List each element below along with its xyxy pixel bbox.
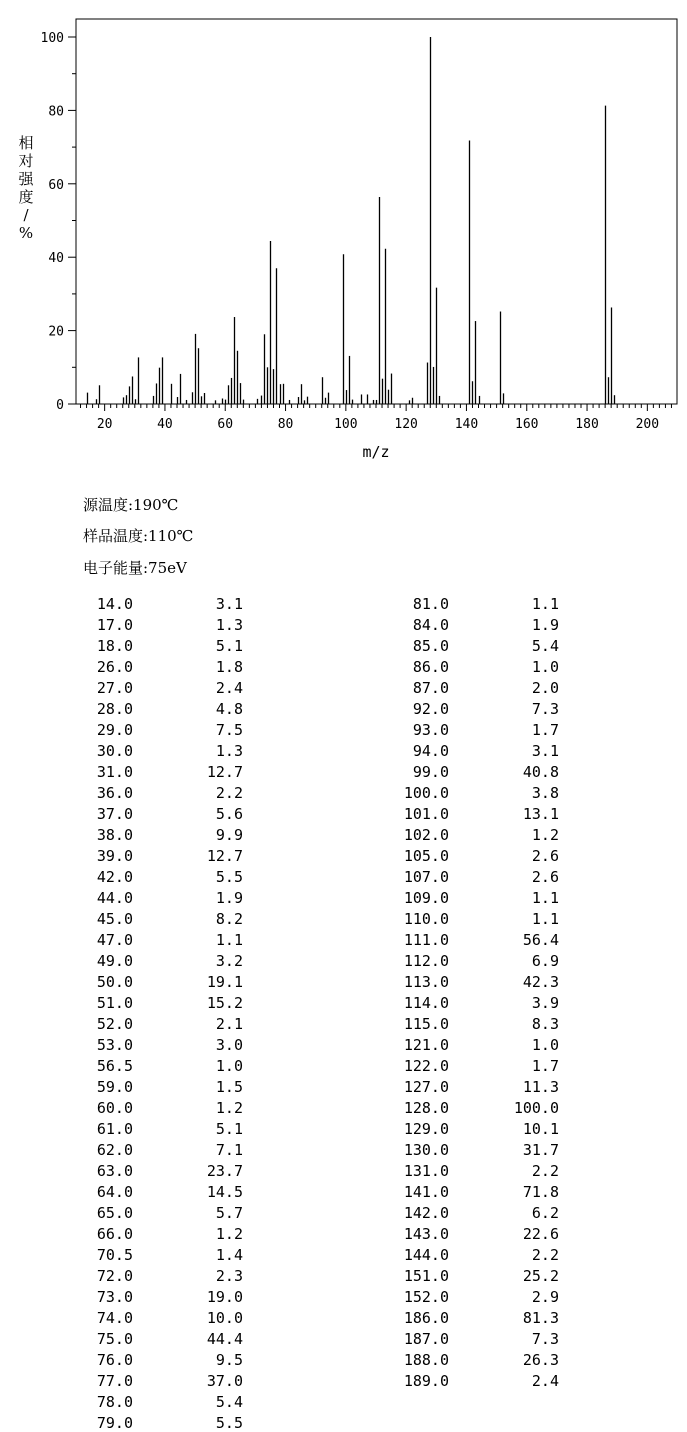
intensity-value: 12.7	[206, 763, 243, 781]
intensity-value: 1.1	[215, 931, 243, 949]
intensity-value: 2.2	[215, 784, 243, 802]
intensity-value: 3.1	[215, 595, 243, 613]
mz-value: 39.0	[96, 847, 133, 865]
intensity-value: 5.1	[215, 1120, 243, 1138]
mz-value: 49.0	[96, 952, 133, 970]
mz-value: 110.0	[403, 910, 449, 928]
mz-value: 107.0	[403, 868, 449, 886]
mz-value: 102.0	[403, 826, 449, 844]
intensity-value: 22.6	[522, 1225, 559, 1243]
mz-value: 47.0	[96, 931, 133, 949]
intensity-value: 4.8	[215, 700, 243, 718]
intensity-value: 5.5	[215, 868, 243, 886]
mz-value: 63.0	[96, 1162, 133, 1180]
mz-value: 64.0	[96, 1183, 133, 1201]
x-axis-label: m/z	[362, 443, 390, 461]
intensity-value: 1.2	[531, 826, 559, 844]
mz-value: 70.5	[96, 1246, 133, 1264]
intensity-value: 1.3	[215, 742, 243, 760]
y-tick-label: 60	[48, 177, 64, 193]
intensity-value: 5.4	[531, 637, 559, 655]
y-tick-label: 20	[48, 324, 64, 340]
intensity-value: 1.2	[215, 1099, 243, 1117]
intensity-value: 9.5	[215, 1351, 243, 1369]
intensity-value: 19.0	[206, 1288, 243, 1306]
mz-value: 18.0	[96, 637, 133, 655]
intensity-value: 10.0	[206, 1309, 243, 1327]
intensity-value: 3.2	[215, 952, 243, 970]
source-temperature: 源温度:190℃	[83, 496, 179, 514]
intensity-value: 5.1	[215, 637, 243, 655]
mz-value: 28.0	[96, 700, 133, 718]
intensity-value: 7.3	[531, 700, 559, 718]
x-tick-label: 100	[334, 417, 358, 432]
x-tick-label: 60	[217, 417, 234, 432]
intensity-value: 1.9	[531, 616, 559, 634]
sample-temperature: 样品温度:110℃	[83, 527, 194, 545]
intensity-value: 7.5	[215, 721, 243, 739]
mz-value: 14.0	[96, 595, 133, 613]
intensity-value: 8.3	[531, 1015, 559, 1033]
mz-value: 51.0	[96, 994, 133, 1012]
intensity-value: 11.3	[522, 1078, 559, 1096]
mz-value: 65.0	[96, 1204, 133, 1222]
mz-value: 101.0	[403, 805, 449, 823]
intensity-value: 2.2	[531, 1246, 559, 1264]
mz-value: 87.0	[412, 679, 449, 697]
intensity-value: 1.5	[215, 1078, 243, 1096]
intensity-value: 5.5	[215, 1414, 243, 1432]
intensity-value: 5.6	[215, 805, 243, 823]
mz-value: 79.0	[96, 1414, 133, 1432]
mz-value: 109.0	[403, 889, 449, 907]
mz-value: 130.0	[403, 1141, 449, 1159]
mz-value: 84.0	[412, 616, 449, 634]
mz-value: 17.0	[96, 616, 133, 634]
intensity-value: 1.0	[531, 658, 559, 676]
y-axis-label: 相对强度/ %	[18, 134, 34, 242]
y-tick-label: 80	[48, 104, 64, 120]
mz-value: 60.0	[96, 1099, 133, 1117]
x-tick-label: 160	[515, 417, 539, 432]
intensity-value: 3.0	[215, 1036, 243, 1054]
intensity-value: 19.1	[206, 973, 243, 991]
mz-value: 81.0	[412, 595, 449, 613]
mz-value: 44.0	[96, 889, 133, 907]
intensity-value: 6.2	[531, 1204, 559, 1222]
mz-value: 56.5	[96, 1057, 133, 1075]
mz-value: 50.0	[96, 973, 133, 991]
intensity-value: 56.4	[522, 931, 559, 949]
mass-spectrum-chart	[0, 0, 687, 470]
mz-value: 76.0	[96, 1351, 133, 1369]
mz-value: 94.0	[412, 742, 449, 760]
intensity-value: 2.4	[531, 1372, 559, 1390]
mz-value: 100.0	[403, 784, 449, 802]
intensity-value: 15.2	[206, 994, 243, 1012]
intensity-value: 40.8	[522, 763, 559, 781]
x-tick-label: 180	[575, 417, 599, 432]
mz-value: 187.0	[403, 1330, 449, 1348]
mz-value: 66.0	[96, 1225, 133, 1243]
intensity-value: 25.2	[522, 1267, 559, 1285]
mz-value: 189.0	[403, 1372, 449, 1390]
mz-value: 112.0	[403, 952, 449, 970]
mz-value: 99.0	[412, 763, 449, 781]
intensity-value: 42.3	[522, 973, 559, 991]
mz-value: 38.0	[96, 826, 133, 844]
intensity-value: 100.0	[513, 1099, 559, 1117]
intensity-value: 6.9	[531, 952, 559, 970]
intensity-value: 2.6	[531, 847, 559, 865]
x-tick-label: 40	[157, 417, 173, 432]
x-tick-label: 120	[394, 417, 418, 432]
intensity-value: 1.8	[215, 658, 243, 676]
intensity-value: 2.1	[215, 1015, 243, 1033]
mz-value: 53.0	[96, 1036, 133, 1054]
mz-value: 129.0	[403, 1120, 449, 1138]
intensity-value: 44.4	[206, 1330, 243, 1348]
mz-value: 121.0	[403, 1036, 449, 1054]
intensity-value: 1.2	[215, 1225, 243, 1243]
intensity-value: 2.4	[215, 679, 243, 697]
mz-value: 127.0	[403, 1078, 449, 1096]
intensity-value: 7.3	[531, 1330, 559, 1348]
mz-value: 61.0	[96, 1120, 133, 1138]
x-tick-label: 80	[277, 417, 294, 432]
intensity-value: 2.2	[531, 1162, 559, 1180]
mz-value: 144.0	[403, 1246, 449, 1264]
y-tick-label: 0	[56, 398, 64, 413]
intensity-value: 1.1	[531, 910, 559, 928]
y-tick-label: 100	[40, 31, 64, 46]
x-tick-label: 200	[635, 417, 660, 432]
mz-value: 105.0	[403, 847, 449, 865]
intensity-value: 71.8	[522, 1183, 559, 1201]
intensity-value: 5.4	[215, 1393, 243, 1411]
mz-value: 142.0	[403, 1204, 449, 1222]
mz-value: 37.0	[96, 805, 133, 823]
intensity-value: 1.9	[215, 889, 243, 907]
x-tick-label: 20	[96, 417, 113, 432]
intensity-value: 1.1	[531, 889, 559, 907]
mz-value: 72.0	[96, 1267, 133, 1285]
mz-value: 30.0	[96, 742, 133, 760]
electron-energy: 电子能量:75eV	[83, 559, 187, 577]
mz-value: 73.0	[96, 1288, 133, 1306]
mz-value: 93.0	[412, 721, 449, 739]
intensity-value: 26.3	[522, 1351, 559, 1369]
intensity-value: 1.1	[531, 595, 559, 613]
intensity-value: 1.3	[215, 616, 243, 634]
mz-value: 128.0	[403, 1099, 449, 1117]
mz-value: 113.0	[403, 973, 449, 991]
intensity-value: 2.3	[215, 1267, 243, 1285]
mz-value: 86.0	[412, 658, 449, 676]
intensity-value: 7.1	[215, 1141, 243, 1159]
mz-value: 27.0	[96, 679, 133, 697]
mz-value: 77.0	[96, 1372, 133, 1390]
intensity-value: 23.7	[206, 1162, 243, 1180]
mz-value: 111.0	[403, 931, 449, 949]
intensity-value: 1.7	[531, 721, 559, 739]
mz-value: 31.0	[96, 763, 133, 781]
mz-value: 186.0	[403, 1309, 449, 1327]
mz-value: 131.0	[403, 1162, 449, 1180]
intensity-value: 1.0	[531, 1036, 559, 1054]
intensity-value: 2.9	[531, 1288, 559, 1306]
intensity-value: 1.7	[531, 1057, 559, 1075]
intensity-value: 3.1	[531, 742, 559, 760]
mz-value: 115.0	[403, 1015, 449, 1033]
plot-frame	[76, 19, 677, 404]
mz-value: 188.0	[403, 1351, 449, 1369]
mz-value: 85.0	[412, 637, 449, 655]
intensity-value: 13.1	[522, 805, 559, 823]
mz-value: 45.0	[96, 910, 133, 928]
mz-value: 26.0	[96, 658, 133, 676]
intensity-value: 2.6	[531, 868, 559, 886]
mz-value: 74.0	[96, 1309, 133, 1327]
mz-value: 92.0	[412, 700, 449, 718]
intensity-value: 10.1	[522, 1120, 559, 1138]
mz-value: 122.0	[403, 1057, 449, 1075]
intensity-value: 3.8	[531, 784, 559, 802]
intensity-value: 5.7	[215, 1204, 243, 1222]
intensity-value: 37.0	[206, 1372, 243, 1390]
intensity-value: 81.3	[522, 1309, 559, 1327]
mz-value: 114.0	[403, 994, 449, 1012]
mz-value: 62.0	[96, 1141, 133, 1159]
intensity-value: 9.9	[215, 826, 243, 844]
mz-value: 59.0	[96, 1078, 133, 1096]
intensity-value: 8.2	[215, 910, 243, 928]
mz-value: 75.0	[96, 1330, 133, 1348]
mz-value: 143.0	[403, 1225, 449, 1243]
mz-value: 52.0	[96, 1015, 133, 1033]
mz-value: 78.0	[96, 1393, 133, 1411]
mz-value: 42.0	[96, 868, 133, 886]
mz-value: 152.0	[403, 1288, 449, 1306]
intensity-value: 2.0	[531, 679, 559, 697]
intensity-value: 31.7	[522, 1141, 559, 1159]
intensity-value: 1.0	[215, 1057, 243, 1075]
x-tick-label: 140	[454, 417, 479, 432]
intensity-value: 14.5	[206, 1183, 243, 1201]
mz-value: 36.0	[96, 784, 133, 802]
mz-value: 29.0	[96, 721, 133, 739]
mz-value: 151.0	[403, 1267, 449, 1285]
intensity-value: 3.9	[531, 994, 559, 1012]
mz-value: 141.0	[403, 1183, 449, 1201]
y-tick-label: 40	[48, 251, 64, 267]
intensity-value: 1.4	[215, 1246, 243, 1264]
intensity-value: 12.7	[206, 847, 243, 865]
